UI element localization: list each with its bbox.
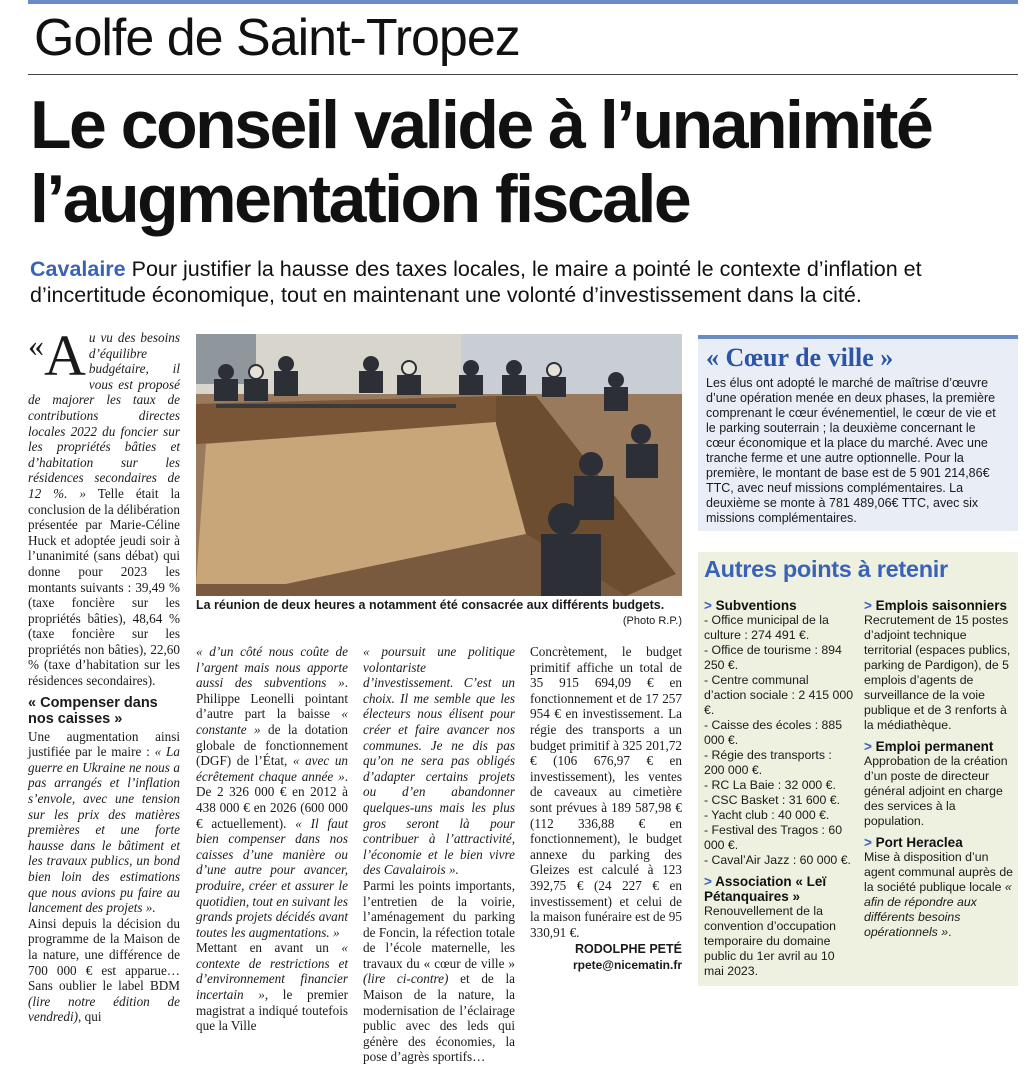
permanent-title: Emploi permanent	[875, 739, 994, 754]
arrow-icon: >	[704, 874, 712, 889]
quote-subsidies: « d’un côté nous coûte de l’argent mais nous apporte aussi des subventions »	[196, 644, 348, 691]
photo-caption: La réunion de deux heures a notamment été consacrée aux différents budgets.	[196, 598, 665, 612]
heraclea-group	[864, 835, 1014, 940]
paragraph-3-join: , qui	[78, 1009, 102, 1025]
dropcap-quote: «	[28, 327, 44, 363]
council-meeting-photo	[196, 334, 682, 596]
permanent-heading	[864, 739, 1014, 754]
paragraph-4-start	[196, 940, 348, 1034]
subvention-item: - Yacht club : 40 000 €.	[704, 808, 830, 822]
dropcap: A	[44, 323, 86, 388]
lead-paragraph	[28, 323, 180, 689]
quote-contexte: « contexte de restrictions et d’environnement financier incertain »	[196, 940, 348, 1003]
heraclea-text	[864, 850, 1014, 940]
paragraph-4-join: , le premier magistrat a indiqué toutefois que la Ville	[196, 987, 348, 1034]
council-meeting-illustration	[196, 334, 682, 596]
association-group	[704, 874, 854, 979]
article-column-3	[363, 644, 515, 1065]
paragraph-3-cont	[196, 644, 348, 940]
heraclea-text-c: .	[948, 925, 952, 939]
subhead: « Compenser dans nos caisses »	[28, 694, 158, 727]
subventions-heading	[704, 598, 854, 613]
photo-credit: (Photo R.P.)	[622, 615, 682, 627]
article-column-2	[196, 644, 348, 1034]
arrow-icon: >	[704, 598, 712, 613]
leonelli-text: . Philippe Leonelli pointant d’autre part la baisse	[196, 675, 348, 722]
subvention-item: - Caval’Air Jazz : 60 000 €.	[704, 853, 851, 867]
headline: Le conseil valide à l’unanimité l’augmentation fiscale	[30, 87, 932, 237]
paragraph-3-start	[28, 916, 180, 1025]
permanent-group	[864, 739, 1014, 829]
paragraph-5-text: Parmi les points importants, l’entretien de la voirie, l’aménagement du parking de Foncin, la réfection totale de l’école maternelle, les travaux du « cœur de ville »	[363, 877, 515, 971]
subvention-item: - RC La Baie : 32 000 €.	[704, 778, 836, 792]
coeur-de-ville-box	[698, 335, 1018, 531]
coeur-de-ville-text: Les élus ont adopté le marché de maîtrise d’œuvre d’une opération menée en deux phases, la première comprenant le cœur événementiel, le cœur de vie et le parking souterrain ; la deuxième concernant le cœur économique et la place du marché. Avec une tranche ferme et une autre optionnelle. Pour la première, le montant de base est de 5 901 214,86€ TTC, avec neuf missions complémentaires. La deuxième se monte à 781 489,06€ TTC, avec six missions complémentaires.	[706, 376, 996, 525]
subvention-item: - Caisse des écoles : 885 000 €.	[704, 718, 843, 747]
subvention-item: - Centre communal d’action sociale : 2 415 000 €.	[704, 673, 854, 717]
paragraph-5-start	[363, 878, 515, 1065]
association-heading	[704, 874, 854, 904]
subvention-item: - Office de tourisme : 894 250 €.	[704, 643, 842, 672]
autres-points-column-2	[864, 598, 1014, 946]
lead-quote: u vu des besoins d’équilibre budgétaire, il vous est proposé de majorer les taux de contributions directes locales 2022 du foncier sur les propriétés bâties et d’habitation sur les résidences secondaires de 12 %. »	[28, 330, 180, 501]
lead-text: Telle était la conclusion de la délibération présentée par Marie-Céline Huck et adoptée jeudi soir à l’unanimité (sans débat) qui donne pour 2023 les montants suivants : 39,49 % (taxe foncière sur les propriétés bâties), 48,64 % (taxe foncière sur les propriétés non bâties), 22,60 % (taxe d’habitation sur les résidences secondaires).	[28, 485, 180, 689]
section-title: Golfe de Saint-Tropez	[34, 9, 520, 67]
heraclea-title: Port Heraclea	[875, 835, 963, 850]
paragraph-2-text: Une augmentation ainsi justifiée par le maire :	[28, 728, 180, 760]
standfirst-place: Cavalaire	[30, 257, 126, 281]
paragraph-4-text: Mettant en avant un	[196, 940, 342, 956]
dgf-text: de la dotation globale de fonctionnement (DGF) de l’État,	[196, 721, 349, 769]
paragraph-4-cont	[363, 644, 515, 878]
standfirst-text: Pour justifier la hausse des taxes locales, le maire a pointé le contexte d’inflation et d’incertitude économique, tout en maintenant une volonté d’investissement dans la cité.	[30, 257, 922, 307]
arrow-icon: >	[864, 835, 872, 850]
coeur-de-ville-title: « Cœur de ville »	[706, 343, 894, 372]
permanent-text: Approbation de la création d’un poste de directeur général adjoint en charge des services à la population.	[864, 754, 1008, 828]
quote-ecretement: « avec un écrêtement chaque année »	[196, 753, 349, 784]
emplois-text: Recrutement de 15 postes d’adjoint technique territorial (espaces publics, parking de Pardigon), de 5 emplois d’agents de surveillance de la voie publique et de 3 renforts à la médiathèque.	[864, 613, 1011, 732]
quote-compenser: « Il faut bien compenser dans nos caisses d’une manière ou d’une autre pour avancer, produire, créer et assurer le quotidien, tout en suivant les grands projets décidés avant toutes les augmentations. »	[196, 815, 349, 940]
paragraph-5-end: et de la Maison de la nature, la modernisation de l’éclairage public avec des leds qui génère des économies, la pose d’agrès sportifs…	[363, 971, 516, 1065]
association-title: Association « Leï Pétanquaires »	[704, 874, 827, 904]
section-rule	[28, 74, 1018, 75]
quote-constante: « constante »	[196, 706, 348, 737]
box-accent-bar	[698, 335, 1018, 339]
author-email-link[interactable]: rpete@nicematin.fr	[572, 957, 682, 972]
paragraph-2-quote: « La guerre en Ukraine ne nous a pas arrangés et l’inflation s’envole, avec une tension sur les prix des matières premières et une forte hausse dans le bâtiment et les travaux publics, un bond bien loin des estimations que nous avions pu faire au lancement des projets ».	[28, 744, 180, 916]
heraclea-quote: « afin de répondre aux différents besoins opérationnels »	[864, 880, 1012, 939]
arrow-icon: >	[864, 739, 872, 754]
paragraph-5-ref: (lire ci-contre)	[363, 971, 449, 987]
subventions-group	[704, 598, 854, 868]
paragraph-2	[28, 729, 180, 916]
autres-points-column-1	[704, 598, 854, 985]
article-column-4	[530, 644, 682, 973]
standfirst	[30, 256, 1020, 308]
byline: RODOLPHE PETÉ	[575, 942, 682, 957]
heraclea-heading	[864, 835, 1014, 850]
article-column-1	[28, 323, 180, 1025]
subventions-title: Subventions	[715, 598, 797, 613]
association-text: Renouvellement de la convention d’occupation temporaire du domaine public du 1er avril au 10 mai 2023.	[704, 904, 836, 978]
autres-points-title: Autres points à retenir	[704, 556, 948, 582]
subvention-item: - CSC Basket : 31 600 €.	[704, 793, 841, 807]
emplois-title: Emplois saisonniers	[875, 598, 1007, 613]
emplois-group	[864, 598, 1014, 733]
paragraph-6: Concrètement, le budget primitif affiche un total de 35 915 694,09 € en fonctionnement et de 17 257 954 € en investissement. La régie des transports a un budget primitif à 325 201,72 € (106 676,97 € en investissement), les ventes de caveaux au cimetière sont prévues à 189 587,98 € (112 336,88 € en fonctionnement), le budget annexe du parking des Gleizes est calculé à 123 392,75 € (24 227 € en investissement) et celui de la maison funéraire est de 95 330,91 €.	[530, 644, 682, 940]
emplois-heading	[864, 598, 1014, 613]
top-accent-bar	[28, 0, 1018, 4]
heraclea-text-a: Mise à disposition d’un agent communal auprès de la société publique locale	[864, 850, 1014, 894]
quote-investissement: « poursuit une politique volontariste d’investissement. C’est un choix. Il me semble que les électeurs nous élisent pour créer et faire avancer nos communes. Je ne dis pas qu’on ne sera pas obligés d’adapter certains projets ou d’en abandonner quelques-uns mais les plus gros seront là pour contribuer à l’attractivité, l’économie et le bien vivre des Cavalairois ».	[363, 644, 515, 878]
subvention-item: - Office municipal de la culture : 274 491 €.	[704, 613, 829, 642]
autres-points-box	[698, 552, 1018, 986]
paragraph-3-ref: (lire notre édition de vendredi)	[28, 993, 180, 1025]
paragraph-3-text: Ainsi depuis la décision du programme de la Maison de la nature, une différence de 700 000 € est apparue… Sans oublier le label BDM	[28, 915, 180, 994]
subvention-item: - Festival des Tragos : 60 000 €.	[704, 823, 843, 852]
arrow-icon: >	[864, 598, 872, 613]
subvention-item: - Régie des transports : 200 000 €.	[704, 748, 832, 777]
dgf-figures: . De 2 326 000 € en 2012 à 438 000 € en 2026 (600 000 € actuellement).	[196, 768, 348, 831]
